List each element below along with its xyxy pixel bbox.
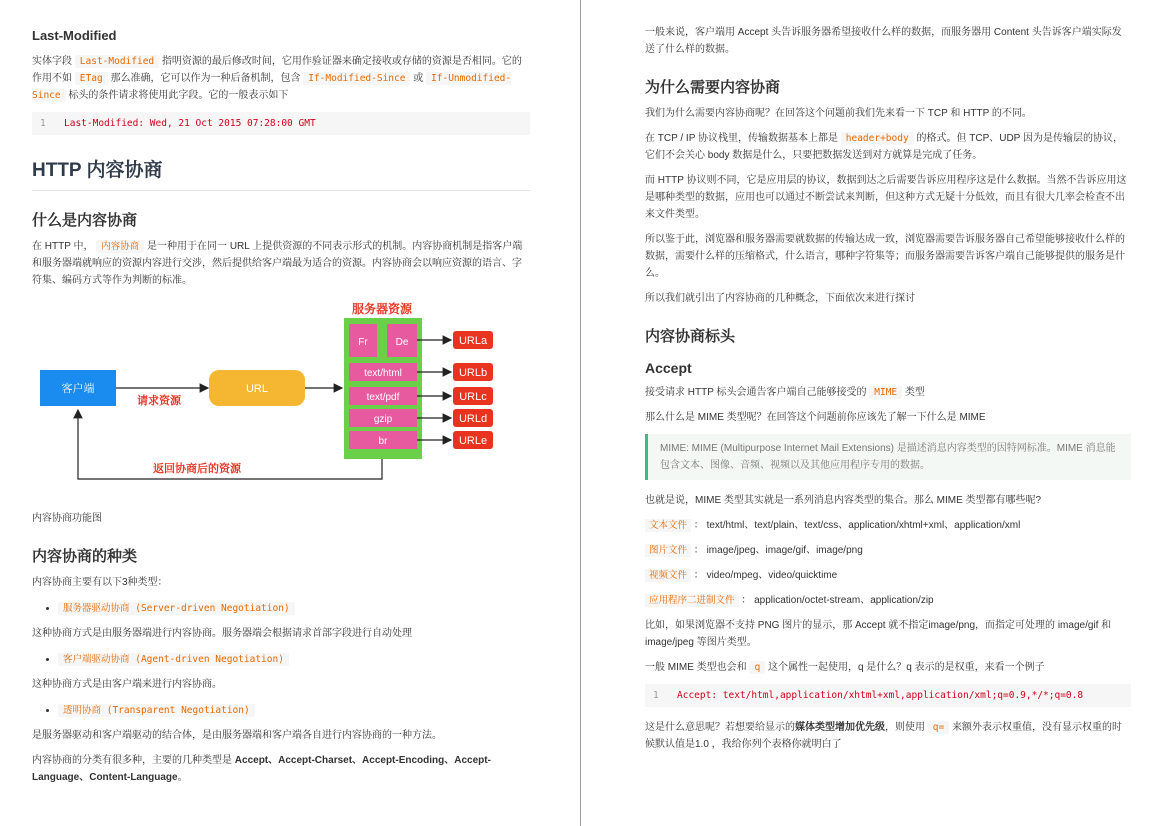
mime-binary-row: 应用程序二进制文件 ： application/octet-stream、application/zip — [645, 592, 1131, 609]
code-line: Accept: text/html,application/xhtml+xml,application/xml;q=0.9,*/*;q=0.8 — [677, 690, 1084, 701]
return-label: 返回协商后的资源 — [153, 463, 241, 475]
list-item — [58, 650, 530, 670]
types-summary: 内容协商的分类有很多种，主要的几种类型是 Accept、Accept-Charset、Accept-Encoding、Accept-Language、Content-Language。 — [32, 755, 491, 783]
inline-code: MIME — [869, 386, 902, 399]
last-modified-heading: Last-Modified — [32, 28, 117, 43]
client-label: 客户端 — [61, 383, 95, 395]
last-modified-paragraph: 实体字段 Last-Modified 指明资源的最后修改时间，它用作验证器来确定接收或存储的资源是否相同。它的作用不如 ETag 那么准确，它可以作为一种后备机制，包含 If-Modified-Since 或 If-Unmodified-Since 标头的条件请求将使用此字段。它的一般表示如下 — [32, 56, 522, 101]
url-list — [417, 331, 493, 449]
code-block — [32, 112, 530, 135]
accept-paragraph-1: 接受请求 HTTP 标头会通告客户端自己能够接受的 MIME 类型 — [645, 387, 925, 398]
code-block — [645, 684, 1131, 707]
list-item — [58, 599, 530, 619]
types-intro: 内容协商主要有以下3种类型： — [32, 577, 168, 588]
why-paragraph-4: 所以鉴于此，浏览器和服务器需要就数据的传输达成一致，浏览器需要告诉服务器自己希望能够接收什么样的数据，需要什么样的压缩格式，什么语言，哪种字符集等；而服务器需要告诉客户端自己能够提供的服务是什么。 — [645, 234, 1125, 279]
inline-code: If-Modified-Since — [303, 72, 410, 85]
bold-text: 媒体类型增加优先级 — [795, 722, 885, 733]
what-paragraph: 在 HTTP 中， 内容协商 是一种用于在同一 URL 上提供资源的不同表示形式的机制。内容协商机制是指客户端和服务器端就响应的资源内容进行交涉，然后提供给客户端最为适合的资源。内容协商会以响应资源的语言、字符集、编码方式等作为判断的标准。 — [32, 241, 523, 286]
code-line: Last-Modified: Wed, 21 Oct 2015 07:28:00 GMT — [64, 118, 316, 129]
url-target-label: URLb — [458, 367, 488, 379]
final-paragraph: 这是什么意思呢？若想要给显示的媒体类型增加优先级，则使用 q= 来额外表示权重值，没有显示权重的时候默认值是1.0 ，我给你列个表格你就明白了 — [645, 722, 1123, 750]
type-list-2 — [32, 650, 530, 670]
png-paragraph: 比如，如果浏览器不支持 PNG 图片的显示，那 Accept 就不指定image/png，而指定可处理的 image/gif 和 image/jpeg 等图片类型。 — [645, 620, 1112, 648]
fr-label: Fr — [358, 337, 368, 348]
bold-text: Accept、Accept-Charset、Accept-Encoding、Accept-Language、Content-Language — [32, 755, 491, 783]
why-heading: 为什么需要内容协商 — [645, 79, 781, 96]
type-list-1 — [32, 599, 530, 619]
inline-code: q= — [928, 721, 949, 734]
mime-tag: 文本文件 — [645, 519, 691, 532]
inline-code: q — [749, 661, 765, 674]
mime-video-row: 视频文件 ： video/mpeg、video/quicktime — [645, 567, 1131, 584]
headers-heading: 内容协商标头 — [645, 328, 736, 345]
representation-label: text/pdf — [366, 392, 400, 403]
accept-paragraph-3: 也就是说，MIME 类型其实就是一系列消息内容类型的集合。那么 MIME 类型都有哪些呢? — [645, 495, 1042, 506]
mime-tag: 图片文件 — [645, 544, 691, 557]
content-negotiation-diagram — [32, 299, 530, 504]
representation-label: text/html — [364, 368, 402, 379]
why-paragraph-3: 而 HTTP 协议则不同，它是应用层的协议，数据到达之后需要告诉应用程序这是什么数据。当然不告诉应用这是哪种类型的数据，应用也可以通过不断尝试来判断，但这种方式无疑十分低效，而且有很大几率会检查不出来文件类型。 — [645, 175, 1127, 220]
what-heading: 什么是内容协商 — [32, 212, 138, 229]
url-target-label: URLd — [458, 413, 488, 425]
inline-code: 内容协商 — [96, 240, 144, 253]
url-target-label: URLa — [458, 335, 488, 347]
intro-paragraph: 一般来说，客户端用 Accept 头告诉服务器希望接收什么样的数据，而服务器用 Content 头告诉客户端实际发送了什么样的数据。 — [645, 27, 1122, 55]
accept-paragraph-2: 那么什么是 MIME 类型呢？在回答这个问题前你应该先了解一下什么是 MIME — [645, 412, 986, 423]
de-label: De — [395, 337, 409, 348]
type-desc: 是服务器驱动和客户端驱动的结合体，是由服务器端和客户端各自进行内容协商的一种方法。 — [32, 730, 442, 741]
url-target-label: URLe — [458, 435, 488, 447]
inline-code: If-Unmodified-Since — [32, 73, 512, 101]
type-list-3 — [32, 701, 530, 721]
figure-caption: 内容协商功能图 — [32, 513, 102, 524]
list-item — [58, 701, 530, 721]
inline-code: 透明协商 (Transparent Negotiation) — [58, 704, 255, 717]
line-number: 1 — [653, 690, 659, 701]
type-desc: 这种协商方式是由客户端来进行内容协商。 — [32, 679, 222, 690]
representation-label: gzip — [373, 414, 393, 425]
inline-code: 客户端驱动协商 (Agent-driven Negotiation) — [58, 653, 289, 666]
inline-code: ETag — [75, 72, 108, 85]
why-paragraph-1: 我们为什么需要内容协商呢？在回答这个问题前我们先来看一下 TCP 和 HTTP 的不同。 — [645, 108, 1032, 119]
mime-blockquote: MIME: MIME (Multipurpose Internet Mail Extensions) 是描述消息内容类型的因特网标准。MIME 消息能包含文本、图像、音频、视频以及其他应用程序专用的数据。 — [645, 434, 1131, 480]
request-label: 请求资源 — [137, 395, 181, 407]
q-paragraph: 一般 MIME 类型也会和 q 这个属性一起使用，q 是什么？q 表示的是权重，来看一个例子 — [645, 662, 1045, 673]
url-target-label: URLc — [459, 391, 487, 403]
representation-label: br — [378, 436, 388, 447]
inline-code: header+body — [841, 132, 914, 145]
page-divider — [580, 0, 581, 826]
mime-tag: 应用程序二进制文件 — [645, 594, 739, 607]
inline-code: Last-Modified — [75, 55, 159, 68]
right-page — [582, 0, 1165, 826]
inline-code: 服务器驱动协商 (Server-driven Negotiation) — [58, 602, 295, 615]
mime-image-row: 图片文件 ： image/jpeg、image/gif、image/png — [645, 542, 1131, 559]
type-desc: 这种协商方式是由服务器端进行内容协商。服务器端会根据请求首部字段进行自动处理 — [32, 628, 412, 639]
accept-heading: Accept — [645, 360, 692, 376]
left-page — [0, 0, 578, 826]
mime-text-row: 文本文件 ： text/html、text/plain、text/css、application/xhtml+xml、application/xml — [645, 517, 1131, 534]
server-title: 服务器资源 — [351, 302, 413, 316]
mime-tag: 视频文件 — [645, 569, 691, 582]
section-title: HTTP 内容协商 — [32, 155, 530, 191]
url-label: URL — [245, 383, 269, 395]
why-paragraph-5: 所以我们就引出了内容协商的几种概念，下面依次来进行探讨 — [645, 293, 915, 304]
diagram-svg — [32, 299, 530, 504]
line-number: 1 — [40, 118, 46, 129]
types-heading: 内容协商的种类 — [32, 548, 138, 565]
why-paragraph-2: 在 TCP / IP 协议栈里，传输数据基本上都是 header+body 的格式。但 TCP、UDP 因为是传输层的协议，它们不会关心 body 数据是什么，只要把数据发送到对方就算是完成了任务。 — [645, 133, 1123, 161]
